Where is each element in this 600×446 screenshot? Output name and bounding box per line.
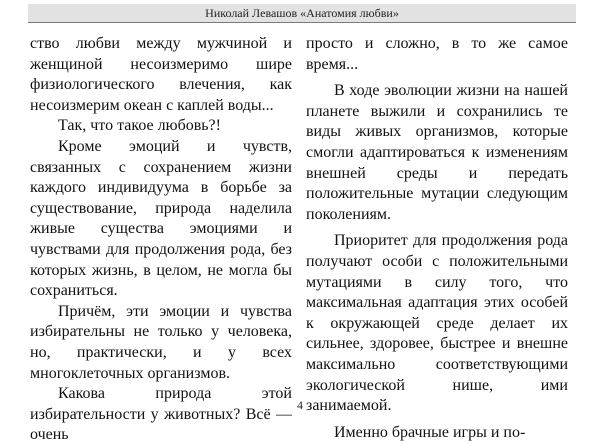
paragraph: Так, что такое любовь?! (58, 117, 221, 135)
left-column (30, 34, 292, 446)
paragraph: Приоритет для продолжения рода получают особи с положительными мутациями в силу того, что максимальная адаптация этих особей к окружающей среде делает их сильнее, здоровее, быстрее и внешне максимально соответствующими экологической нише, ими занимаемой. (306, 232, 568, 415)
right-column (306, 34, 568, 443)
running-header: Николай Левашов «Анатомия любви» (28, 4, 576, 23)
paragraph: Причём, эти эмоции и чувства избирательны не только у человека, но, практически, и у всех многоклеточных организмов. (30, 302, 292, 382)
paragraph: Кроме эмоций и чувств, связанных с сохранением жизни каждого индивидуума в борьбе за существование, природа наделила живые существа эмоциями и чувствами для продолжения рода, без которых жизнь, в целом, не могла бы сохраниться. (30, 137, 292, 300)
paragraph: Именно брачные игры и по- (334, 423, 526, 441)
paragraph: Какова природа этой избирательности у животных? Всё — очень (30, 385, 292, 444)
paragraph: просто и сложно, в то же самое время... (306, 35, 568, 73)
paragraph: В ходе эволюции жизни на нашей планете выжили и сохранились те виды живых организмов, которые смогли адаптироваться к изменениям внешней среды и передать положительные мутации следующим поколениям. (306, 82, 568, 223)
page-number: 4 (297, 398, 303, 412)
paragraph: ство любви между мужчиной и женщиной несоизмеримо шире физиологического влечения, как несоизмерим океан с каплей воды... (30, 35, 292, 114)
